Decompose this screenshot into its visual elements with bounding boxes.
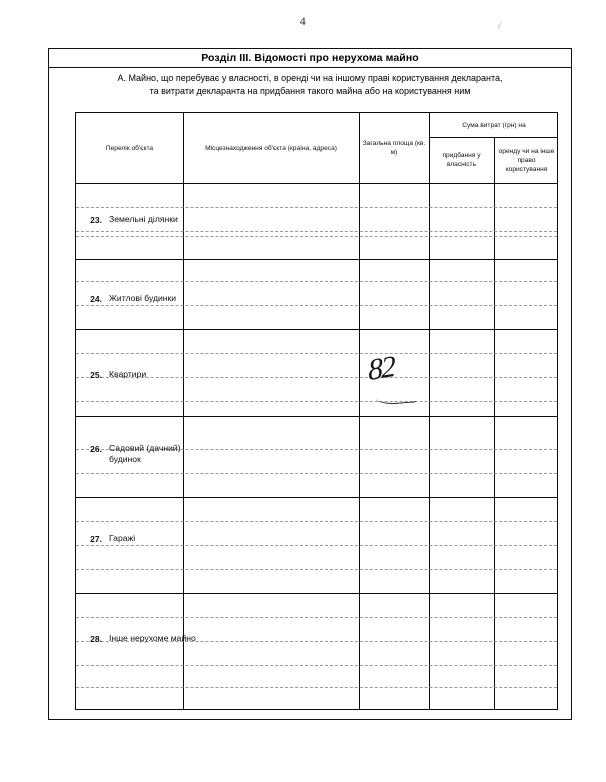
subtitle-line-2: та витрати декларанта на придбання такого майна або на користування ним [149, 86, 471, 96]
handwritten-area-value-row-25: 82 [367, 349, 395, 388]
row-separator-23-24 [76, 259, 557, 260]
subrow-rule [76, 231, 557, 232]
row-separator-25-26 [76, 416, 557, 417]
row-label-27: Гаражі [109, 533, 136, 543]
row-number-27: 27. [90, 534, 102, 544]
subrow-rule [76, 665, 557, 666]
row-separator-26-27 [76, 497, 557, 498]
row-label-23: Земельні ділянки [109, 214, 178, 224]
section-subtitle [56, 72, 564, 98]
subrow-rule [76, 545, 557, 546]
subrow-rule [76, 305, 557, 306]
subrow-rule [76, 236, 557, 237]
real-estate-table [75, 112, 558, 710]
column-rule-location-area [359, 113, 360, 709]
subrow-rule [76, 281, 557, 282]
row-separator-27-28 [76, 593, 557, 594]
subrow-rule [76, 473, 557, 474]
section-title-text: Розділ III. Відомості про нерухома майно [201, 51, 419, 64]
row-number-25: 25. [90, 370, 102, 380]
header-cell-location: Місцезнаходження об'єкта (країна, адреса) [205, 144, 337, 152]
subrow-rule [76, 687, 557, 688]
section-title-bar [48, 48, 572, 68]
subrow-rule [76, 569, 557, 570]
subrow-rule [76, 617, 557, 618]
header-cell-object-list: Перелік об'єкта [105, 144, 154, 152]
subrow-rule [76, 521, 557, 522]
column-rule-area-expenses [429, 113, 430, 709]
page-number: 4 [299, 14, 307, 28]
row-number-26: 26. [90, 444, 102, 454]
header-cell-expenses-rent: оренду чи на інше право користування [498, 147, 555, 173]
column-rule-object-location [183, 113, 184, 709]
subtitle-line-1: А. Майно, що перебуває у власності, в оренді чи на іншому праві користування декларанта, [117, 73, 503, 83]
header-cell-expenses-purchase: придбання у власність [442, 152, 481, 168]
subrow-rule [76, 401, 557, 402]
row-separator-24-25 [76, 329, 557, 330]
subrow-rule [76, 207, 557, 208]
row-label-25: Квартири [109, 369, 147, 379]
row-number-23: 23. [90, 215, 102, 225]
column-rule-purchase-rent [494, 137, 495, 709]
header-bottom-rule [76, 183, 557, 184]
subrow-rule [76, 353, 557, 354]
row-label-26: Садовий (дачний) будинок [109, 443, 181, 464]
row-label-24: Житлові будинки [109, 293, 177, 303]
scan-artifact-mark: ·⁄ [495, 20, 501, 32]
row-label-28: Інше нерухоме майно [109, 633, 196, 643]
row-number-24: 24. [90, 294, 102, 304]
header-cell-total-area: Загальна площа (кв. м) [362, 140, 426, 156]
row-number-28: 28. [90, 634, 102, 644]
header-cell-expenses-group: Сума витрат (грн) на [462, 121, 526, 129]
